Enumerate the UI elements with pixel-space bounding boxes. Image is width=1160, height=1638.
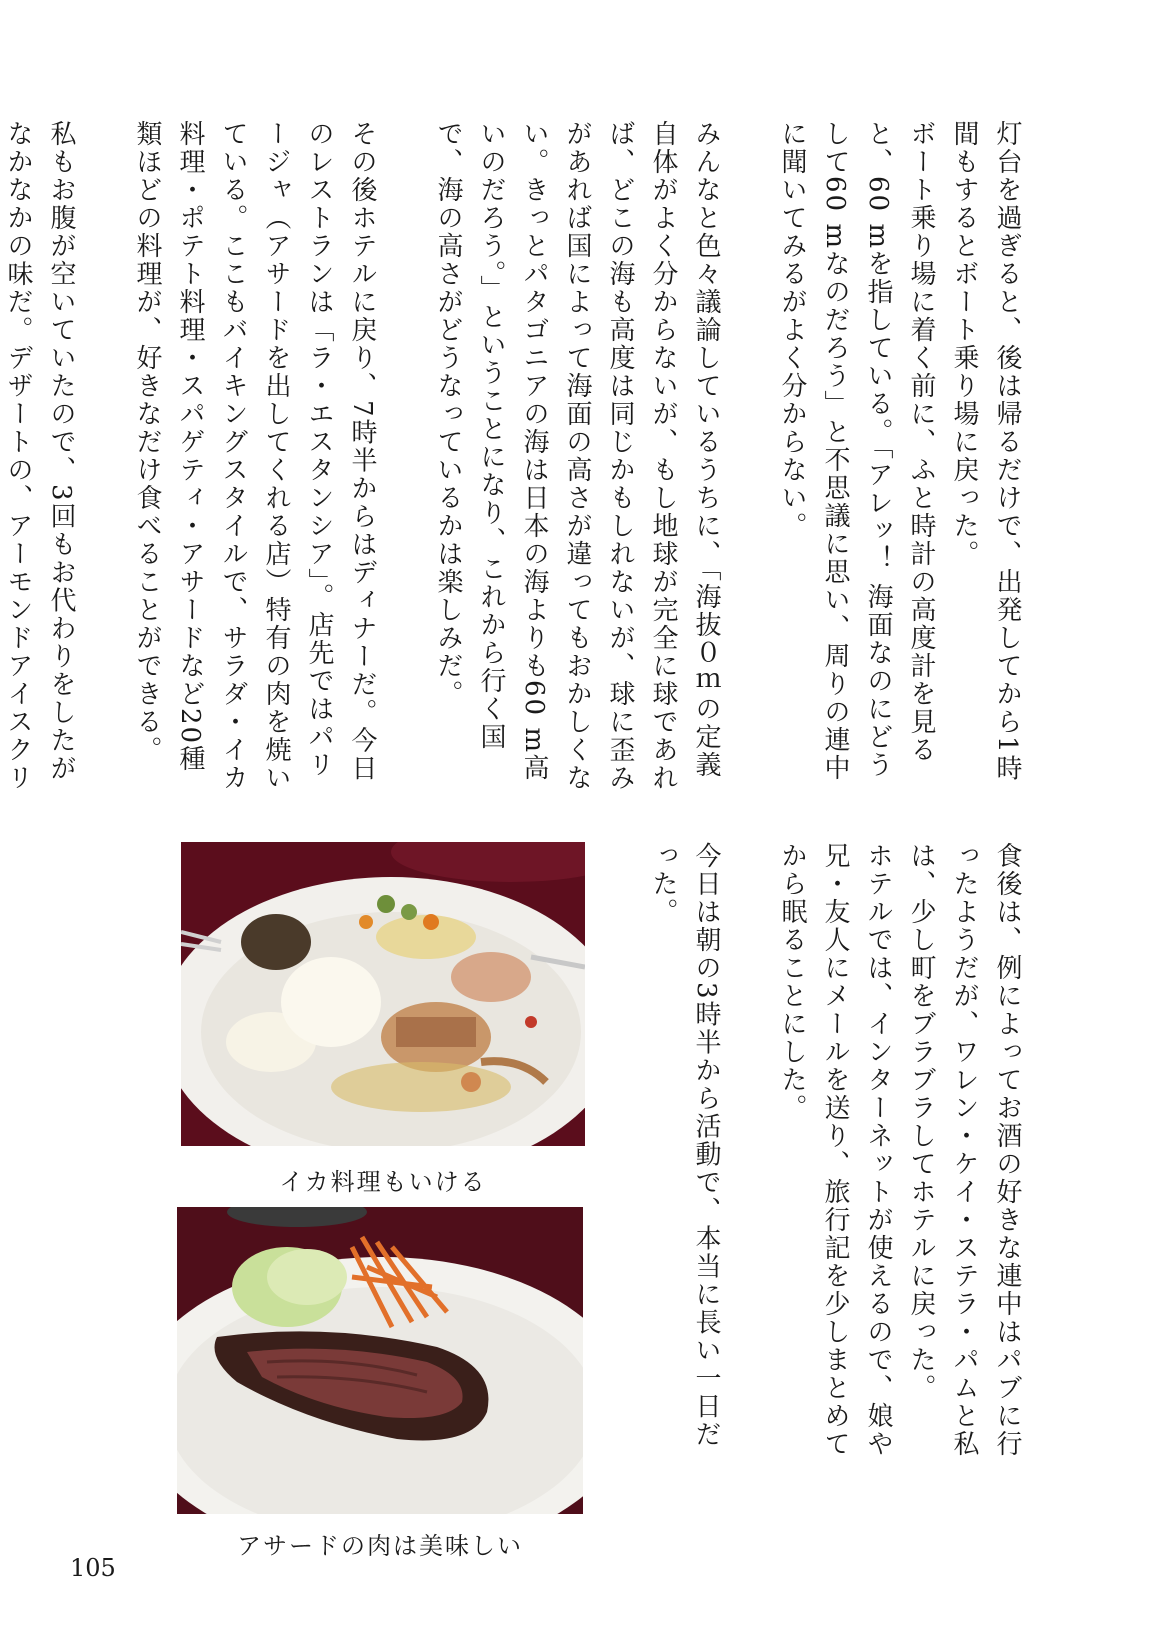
squid-dish-photo (181, 842, 585, 1146)
page-number: 105 (70, 1554, 116, 1582)
paragraph: 食後は、例によってお酒の好きな連中はパブに行ったようだが、ワレン・ケイ・ステラ・パムと私は、少し町をブラブラしてホテルに戻った。 (906, 842, 1022, 1458)
photo-caption: アサードの肉は美味しい (237, 1532, 523, 1560)
article-bottom-text (598, 842, 1028, 1462)
paragraph: ボート乗り場に着く前に、ふと時計の高度計を見ると、60 mを指している。「アレッ！ 海面なのにどうして60 mなのだろう」と不思議に思い、周りの連中に聞いてみるがよく分からない。 (777, 120, 936, 783)
article-top-text (0, 120, 1028, 800)
asado-beef-image (177, 1207, 583, 1514)
paragraph: ホテルでは、インターネットが使えるので、娘や兄・友人にメールを送り、旅行記を少しまとめてから眠ることにした。 (777, 842, 893, 1458)
squid-dish-image (181, 842, 585, 1146)
photo-caption: イカ料理もいける (279, 1168, 487, 1196)
paragraph: 灯台を過ぎると、後は帰るだけで、出発してから1時間もするとボート乗り場に戻った。 (949, 120, 1022, 783)
paragraph: 私もお腹が空いていたので、3回もお代わりをしたがなかなかの味だ。デザートの、アーモンドアイスクリ (3, 120, 76, 792)
paragraph: 今日は朝の3時半から活動で、本当に長い一日だった。 (648, 842, 721, 1449)
paragraph: その後ホテルに戻り、7時半からはディナーだ。今日のレストランは「ラ・エスタンシア」。店先ではパリージャ（アサードを出してくれる店）特有の肉を焼いている。ここもバイキングスタイルで、サラダ・イカ料理・ポテト料理・スパゲティ・アサードなど20種類ほどの料理が、好きなだけ食べることができる。 (132, 120, 377, 792)
paragraph: みんなと色々議論しているうちに、「海抜０ｍの定義自体がよく分からないが、もし地球が完全に球であれば、どこの海も高度は同じかもしれないが、球に歪みがあれば国によって海面の高さが違ってもおかしくない。きっとパタゴニアの海は日本の海よりも60 m高いのだろう。」ということになり、これから行く国で、海の高さがどうなっているかは楽しみだ。 (433, 120, 721, 792)
asado-beef-photo (177, 1207, 583, 1514)
